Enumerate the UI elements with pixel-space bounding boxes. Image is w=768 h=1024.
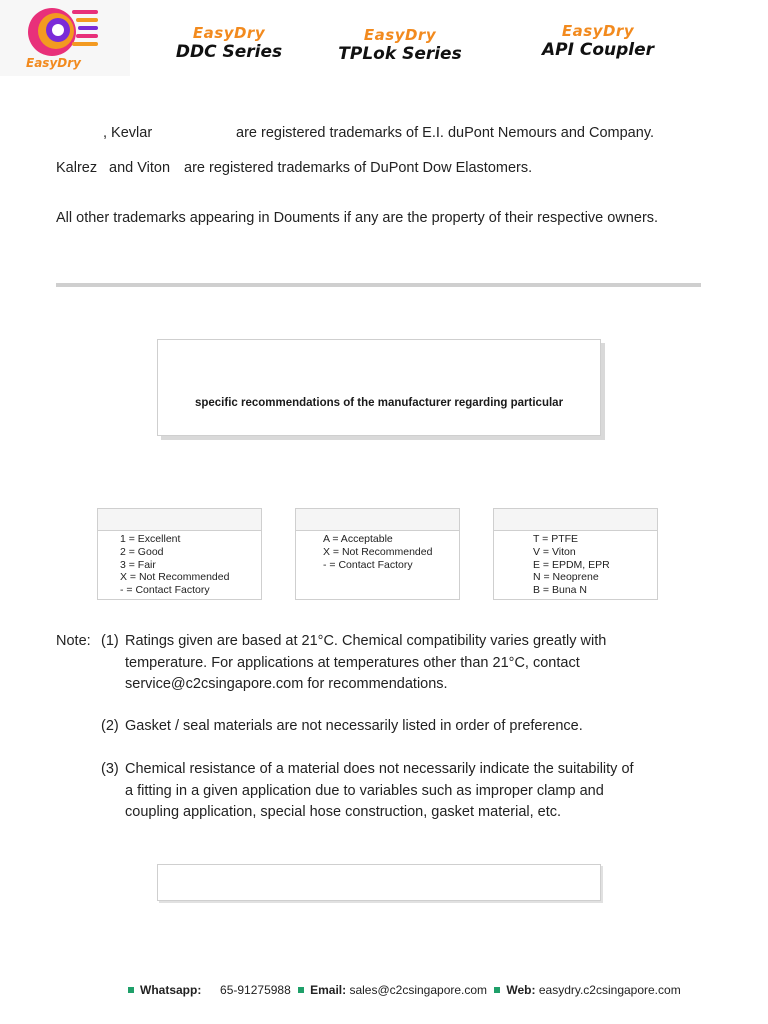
trademark-kalrez: Kalrez: [56, 160, 98, 176]
section-divider: [56, 283, 701, 287]
note-3: [125, 759, 634, 824]
note-1: [125, 631, 606, 696]
note-2: [125, 716, 583, 738]
legend-header: [98, 509, 261, 531]
note-label: Note:: [56, 633, 91, 649]
trademark-dow: are registered trademarks of DuPont Dow Elastomers.: [184, 160, 533, 176]
callout-text: specific recommendations of the manufacturer regarding particular: [194, 397, 564, 409]
brand-name: EasyDry: [192, 24, 266, 42]
brand-api: [524, 22, 672, 60]
legend-item: X = Not Recommended: [120, 571, 230, 584]
callout-box: [157, 339, 601, 436]
trademark-others: All other trademarks appearing in Douments if any are the property of their respective owners.: [56, 210, 659, 226]
legend-materials: [493, 508, 658, 600]
note-line: coupling application, special hose construction, gasket material, etc.: [125, 804, 562, 820]
legend-item: X = Not Recommended: [323, 545, 433, 558]
legend-item: - = Contact Factory: [323, 558, 413, 571]
series-name: API Coupler: [541, 40, 655, 60]
note-line: service@c2csingapore.com for recommendations.: [125, 676, 448, 692]
web-link[interactable]: easydry.c2csingapore.com: [538, 983, 681, 997]
legend-item: N = Neoprene: [533, 571, 599, 584]
trademark-dupont: are registered trademarks of E.I. duPont Nemours and Company.: [236, 125, 655, 141]
legend-header: [494, 509, 657, 531]
web-label: Web:: [506, 983, 536, 997]
legend-item: V = Viton: [533, 545, 576, 558]
note-line: Ratings given are based at 21°C. Chemical compatibility varies greatly with: [125, 633, 607, 649]
legend-item: A = Acceptable: [323, 533, 393, 545]
brand-tplok: [326, 26, 474, 64]
note-line: Gasket / seal materials are not necessarily listed in order of preference.: [125, 718, 583, 734]
note-line: a fitting in a given application due to variables such as improper clamp and: [125, 782, 604, 799]
trademark-viton: and Viton: [109, 160, 171, 176]
email-label: Email:: [310, 983, 347, 997]
legend-acceptability: [295, 508, 460, 600]
legend-item: B = Buna N: [533, 584, 587, 597]
note-number: (1): [101, 633, 119, 649]
brand-name: EasyDry: [363, 26, 437, 44]
brand-name: EasyDry: [561, 22, 635, 40]
bullet-icon: [128, 987, 134, 993]
legend-item: - = Contact Factory: [120, 584, 210, 597]
whatsapp-label: Whatsapp:: [140, 983, 202, 997]
series-name: TPLok Series: [338, 44, 462, 64]
note-number: (2): [101, 718, 119, 734]
series-name: DDC Series: [175, 42, 283, 62]
email-link[interactable]: sales@c2csingapore.com: [349, 983, 488, 997]
footer-contact: [128, 983, 681, 997]
bullet-icon: [494, 987, 500, 993]
legend-item: T = PTFE: [533, 533, 579, 545]
legend-item: 1 = Excellent: [120, 533, 181, 545]
legend-ratings: [97, 508, 262, 600]
note-number: (3): [101, 761, 119, 777]
note-line: Chemical resistance of a material does not necessarily indicate the suitability of: [125, 761, 634, 777]
legend-header: [296, 509, 459, 531]
legend-item: 3 = Fair: [120, 558, 156, 571]
legend-item: E = EPDM, EPR: [533, 558, 610, 571]
logo-wordmark: EasyDry: [26, 56, 81, 70]
note-line: temperature. For applications at temperatures other than 21°C, contact: [125, 654, 580, 671]
company-logo: [0, 0, 130, 76]
legend-item: 2 = Good: [120, 545, 164, 558]
trademark-kevlar: , Kevlar: [103, 125, 153, 141]
whatsapp-number[interactable]: 65-91275988: [220, 983, 291, 997]
empty-box: [157, 864, 601, 901]
bullet-icon: [298, 987, 304, 993]
brand-ddc: [155, 24, 303, 62]
